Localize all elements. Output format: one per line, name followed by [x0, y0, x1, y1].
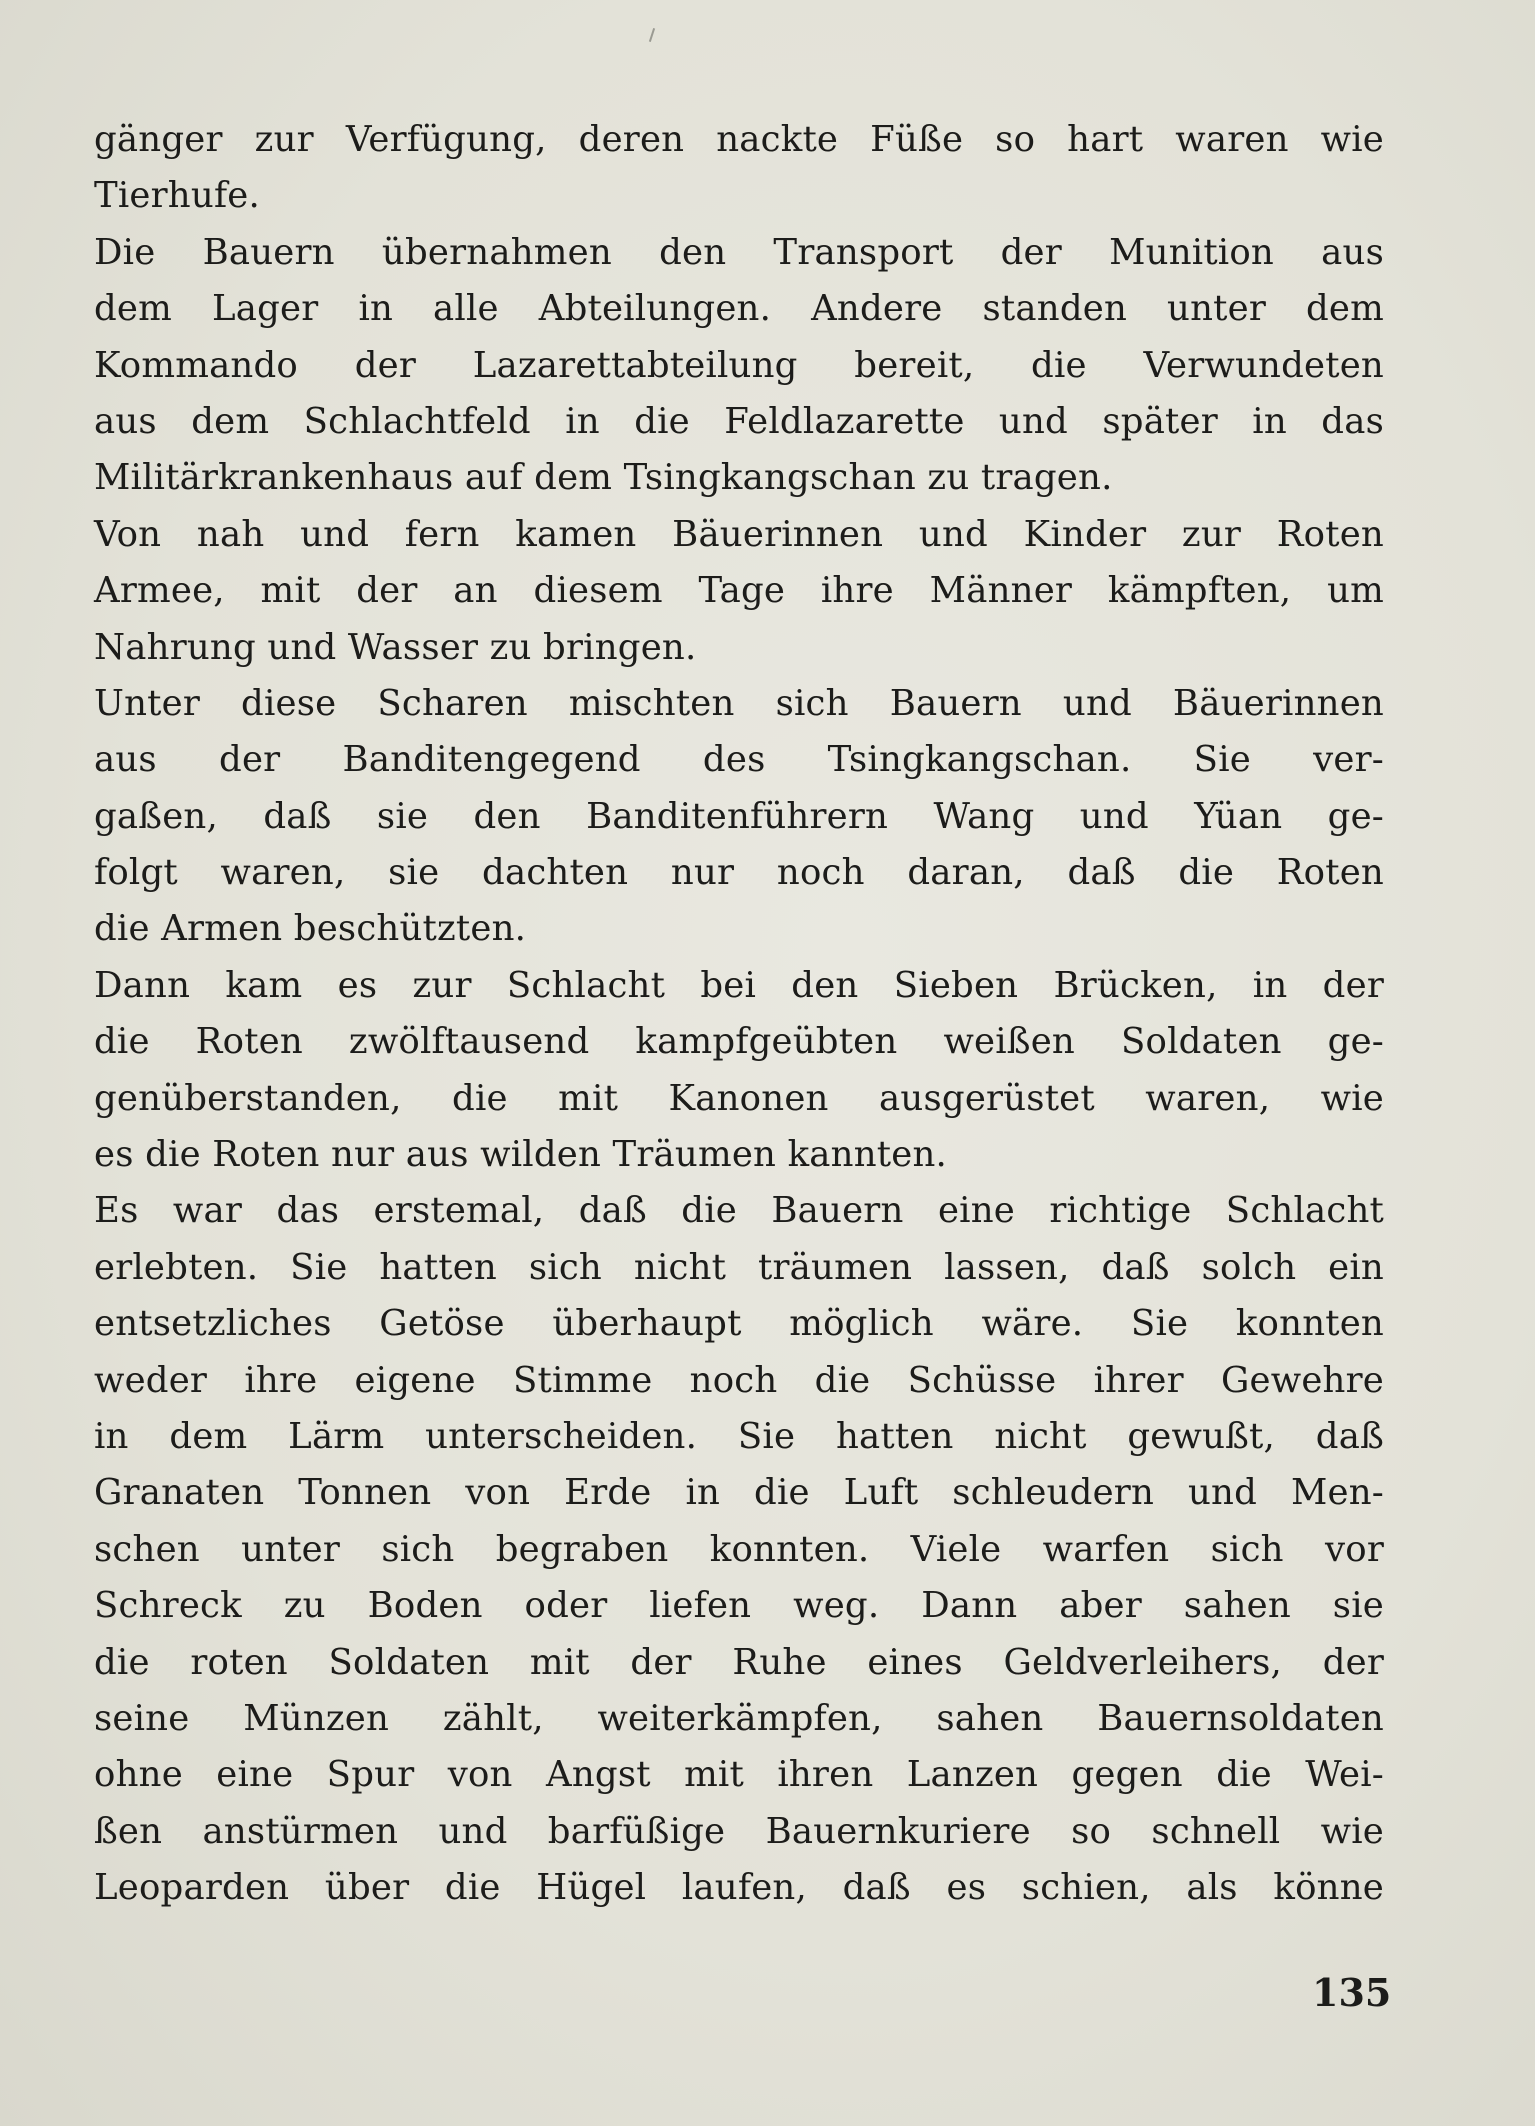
text-line: erlebten. Sie hatten sich nicht träumen lassen, daß solch ein: [94, 1246, 1384, 1288]
text-line: entsetzliches Getöse überhaupt möglich wäre. Sie konnten: [94, 1303, 1384, 1345]
text-line: seine Münzen zählt, weiterkämpfen, sahen Bauernsoldaten: [94, 1697, 1384, 1739]
text-line: Dann kam es zur Schlacht bei den Sieben Brücken, in der: [94, 964, 1384, 1006]
text-line: weder ihre eigene Stimme noch die Schüsse ihrer Gewehre: [94, 1359, 1384, 1401]
text-line: Von nah und fern kamen Bäuerinnen und Kinder zur Roten: [94, 513, 1384, 555]
text-line: es die Roten nur aus wilden Träumen kannten.: [94, 1134, 948, 1176]
body-text: [94, 112, 1384, 1917]
text-line: Armee, mit der an diesem Tage ihre Männer kämpften, um: [94, 570, 1384, 612]
text-line: ßen anstürmen und barfüßige Bauernkuriere so schnell wie: [94, 1810, 1384, 1852]
text-line: aus dem Schlachtfeld in die Feldlazarette und später in das: [94, 400, 1384, 442]
text-line: Die Bauern übernahmen den Transport der Munition aus: [94, 231, 1384, 273]
text-line: Granaten Tonnen von Erde in die Luft schleudern und Men-: [94, 1472, 1384, 1514]
text-line: aus der Banditengegend des Tsingkangschan. Sie ver-: [94, 739, 1384, 781]
text-line: gänger zur Verfügung, deren nackte Füße so hart waren wie: [94, 119, 1384, 160]
text-line: Nahrung und Wasser zu bringen.: [94, 626, 697, 668]
text-line: Leoparden über die Hügel laufen, daß es schien, als könne: [94, 1867, 1384, 1909]
text-line: Kommando der Lazarettabteilung bereit, die Verwundeten: [94, 344, 1384, 386]
text-line: in dem Lärm unterscheiden. Sie hatten nicht gewußt, daß: [94, 1415, 1384, 1457]
text-line: genüberstanden, die mit Kanonen ausgerüstet waren, wie: [94, 1077, 1384, 1119]
text-line: die Roten zwölftausend kampfgeübten weißen Soldaten ge-: [94, 1021, 1384, 1063]
text-line: schen unter sich begraben konnten. Viele warfen sich vor: [94, 1528, 1384, 1570]
text-line: Militärkrankenhaus auf dem Tsingkangschan zu tragen.: [94, 457, 1113, 499]
paper-speck: [649, 28, 655, 42]
text-line: Unter diese Scharen mischten sich Bauern und Bäuerinnen: [94, 682, 1384, 724]
page-number: 135: [1312, 1970, 1392, 2015]
text-line: die Armen beschützten.: [94, 908, 527, 950]
text-line: dem Lager in alle Abteilungen. Andere standen unter dem: [94, 288, 1384, 330]
text-line: ohne eine Spur von Angst mit ihren Lanzen gegen die Wei-: [94, 1754, 1384, 1796]
text-line: folgt waren, sie dachten nur noch daran, daß die Roten: [94, 852, 1384, 894]
text-line: Tierhufe.: [94, 175, 260, 217]
text-line: die roten Soldaten mit der Ruhe eines Geldverleihers, der: [94, 1641, 1384, 1683]
text-line: Es war das erstemal, daß die Bauern eine richtige Schlacht: [94, 1190, 1384, 1232]
text-line: Schreck zu Boden oder liefen weg. Dann aber sahen sie: [94, 1585, 1384, 1627]
text-line: gaßen, daß sie den Banditenführern Wang und Yüan ge-: [94, 795, 1384, 837]
